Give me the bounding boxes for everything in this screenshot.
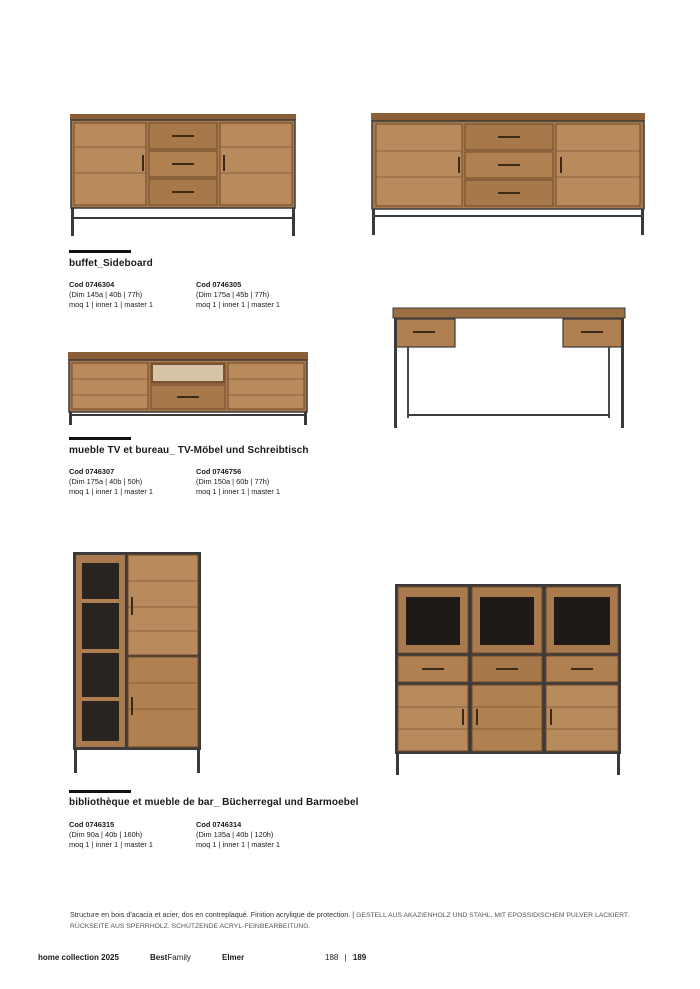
product-dimensions: (Dim 175a | 40b | 50h) <box>69 477 143 486</box>
product-code: Cod 0746315 <box>69 820 115 829</box>
product-dimensions: (Dim 175a | 45b | 77h) <box>196 290 270 299</box>
section-divider <box>69 790 131 793</box>
footer-pagination <box>325 953 366 962</box>
product-quantities: moq 1 | inner 1 | master 1 <box>196 487 280 496</box>
product-code: Cod 0746307 <box>69 467 115 476</box>
product-spec-0746307 <box>69 467 153 497</box>
sideboard-0746304-image <box>68 111 298 239</box>
product-code: Cod 0746756 <box>196 467 242 476</box>
product-spec-0746756 <box>196 467 280 497</box>
section-title-tv-desk: mueble TV et bureau_ TV-Möbel und Schreibtisch <box>69 445 309 456</box>
product-quantities: moq 1 | inner 1 | master 1 <box>196 840 280 849</box>
section-divider <box>69 437 131 440</box>
bookcase-0746315-image <box>72 551 202 775</box>
desk-0746756-image <box>391 306 627 430</box>
brand-family: Family <box>167 953 191 962</box>
material-note-fr: Structure en bois d'acacia et acier, dos en contreplaqué. Finition acrylique de protection. | <box>70 910 355 919</box>
section-title-bookcase-bar: bibliothèque et mueble de bar_ Bücherregal und Barmoebel <box>69 797 359 808</box>
brand-best: Best <box>150 953 168 962</box>
product-spec-0746305 <box>196 280 280 310</box>
product-spec-0746314 <box>196 820 280 850</box>
page-number-right: 189 <box>352 953 367 962</box>
section-title-sideboard: buffet_Sideboard <box>69 258 153 269</box>
bar-cabinet-0746314-image <box>394 583 622 777</box>
product-dimensions: (Dim 90a | 40b | 160h) <box>69 830 143 839</box>
product-code: Cod 0746314 <box>196 820 242 829</box>
sideboard-0746305-image <box>369 111 647 237</box>
product-dimensions: (Dim 135a | 40b | 120h) <box>196 830 274 839</box>
product-code: Cod 0746304 <box>69 280 115 289</box>
footer-line-name: Elmer <box>222 953 245 962</box>
footer-collection: home collection 2025 <box>38 953 119 962</box>
page-separator: | <box>344 953 347 962</box>
product-code: Cod 0746305 <box>196 280 242 289</box>
material-note-de: GESTELL AUS AKAZIENHOLZ UND STAHL, MIT EPOSSIDISCHEM PULVER LACKIERT. RÜCKSEITE AUS SPERRHOLZ. SCHÜTZENDE ACRYL-FEINBEARBEITUNG. <box>70 912 630 930</box>
tv-unit-0746307-image <box>67 351 309 427</box>
product-quantities: moq 1 | inner 1 | master 1 <box>69 487 153 496</box>
page-number-left: 188 <box>325 953 339 962</box>
material-note <box>70 910 630 932</box>
product-dimensions: (Dim 145a | 40b | 77h) <box>69 290 143 299</box>
footer-brand-logo <box>150 953 191 962</box>
product-spec-0746315 <box>69 820 153 850</box>
product-quantities: moq 1 | inner 1 | master 1 <box>196 300 280 309</box>
product-quantities: moq 1 | inner 1 | master 1 <box>69 840 153 849</box>
product-spec-0746304 <box>69 280 153 310</box>
section-divider <box>69 250 131 253</box>
product-dimensions: (Dim 150a | 60b | 77h) <box>196 477 270 486</box>
product-quantities: moq 1 | inner 1 | master 1 <box>69 300 153 309</box>
